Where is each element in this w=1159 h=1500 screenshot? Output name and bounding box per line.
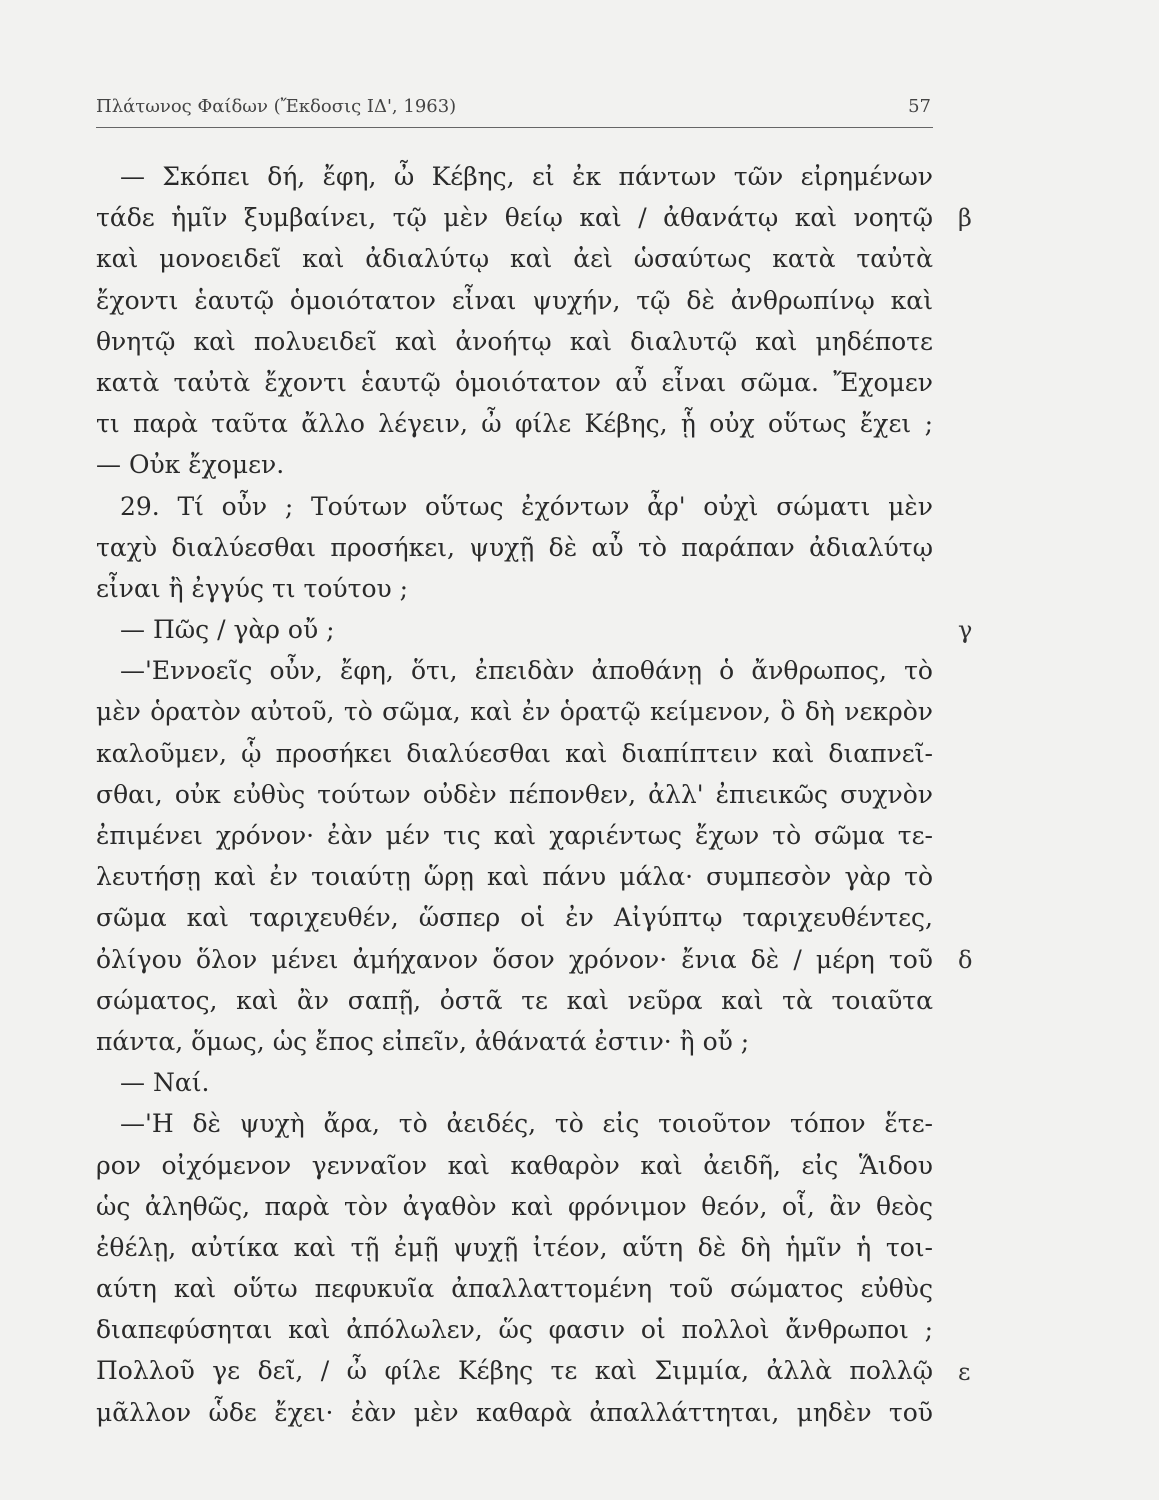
margin-section-letter: γ [958,616,973,645]
text-line: πάντα, ὅμως, ὡς ἔπος εἰπεῖν, ἀθάνατά ἐστιν· ἢ οὔ ; [96,1026,750,1056]
page-number: 57 [908,96,931,117]
text-line: κατὰ ταὐτὰ ἔχοντι ἑαυτῷ ὁμοιότατον αὖ εἶναι σῶμα. Ἔχομεν [96,367,933,397]
text-line: — Πῶς / γὰρ οὔ ; [120,615,335,645]
text-line: καλοῦμεν, ᾧ προσήκει διαλύεσθαι καὶ διαπίπτειν καὶ διαπνεῖ- [96,738,933,768]
text-line: τι παρὰ ταῦτα ἄλλο λέγειν, ὦ φίλε Κέβης, ᾗ οὐχ οὕτως ἔχει ; [96,409,933,439]
margin-section-letter: δ [958,945,973,974]
text-line: εἶναι ἢ ἐγγύς τι τούτου ; [96,573,409,603]
header-title: Πλάτωνος Φαίδων (Ἔκδοσις ΙΔ', 1963) [96,96,457,117]
body-text [96,156,933,1433]
text-line: ταχὺ διαλύεσθαι προσήκει, ψυχῇ δὲ αὖ τὸ παράπαν ἀδιαλύτῳ [96,532,933,562]
text-line: —'Εννοεῖς οὖν, ἔφη, ὅτι, ἐπειδὰν ἀποθάνῃ ὁ ἄνθρωπος, τὸ [120,656,933,686]
text-line: μὲν ὁρατὸν αὐτοῦ, τὸ σῶμα, καὶ ἐν ὁρατῷ κείμενον, ὃ δὴ νεκρὸν [96,697,933,727]
text-line: μᾶλλον ὧδε ἔχει· ἐὰν μὲν καθαρὰ ἀπαλλάττηται, μηδὲν τοῦ [96,1397,933,1427]
text-line: λευτήσῃ καὶ ἐν τοιαύτῃ ὥρῃ καὶ πάνυ μάλα· συμπεσὸν γὰρ τὸ [96,862,933,892]
text-line: 29. Τί οὖν ; Τούτων οὕτως ἐχόντων ἆρ' οὐχὶ σώματι μὲν [120,491,933,521]
text-line: καὶ μονοειδεῖ καὶ ἀδιαλύτῳ καὶ ἀεὶ ὡσαύτως κατὰ ταὐτὰ [96,244,933,274]
text-line: διαπεφύσηται καὶ ἀπόλωλεν, ὥς φασιν οἱ πολλοὶ ἄνθρωποι ; [96,1315,933,1345]
text-line: θνητῷ καὶ πολυειδεῖ καὶ ἀνοήτῳ καὶ διαλυτῷ καὶ μηδέποτε [96,326,933,356]
text-line: —'Η δὲ ψυχὴ ἄρα, τὸ ἀειδές, τὸ εἰς τοιοῦτον τόπον ἕτε- [120,1109,933,1139]
running-header [96,96,933,126]
text-line: ὀλίγου ὅλον μένει ἀμήχανον ὅσον χρόνον· ἔνια δὲ / μέρη τοῦ [96,944,933,974]
margin-section-letter: ε [958,1357,971,1386]
text-line: σθαι, οὐκ εὐθὺς τούτων οὐδὲν πέπονθεν, ἀλλ' ἐπιεικῶς συχνὸν [96,779,933,809]
text-line: Πολλοῦ γε δεῖ, / ὦ φίλε Κέβης τε καὶ Σιμμία, ἀλλὰ πολλῷ [96,1356,933,1386]
text-line: — Σκόπει δή, ἔφη, ὦ Κέβης, εἰ ἐκ πάντων τῶν εἰρημένων [120,162,933,191]
text-line: σώματος, καὶ ἂν σαπῇ, ὀστᾶ τε καὶ νεῦρα καὶ τὰ τοιαῦτα [96,985,933,1015]
margin-section-letter: β [958,204,972,233]
header-rule [96,127,933,128]
text-line: ἐπιμένει χρόνον· ἐὰν μέν τις καὶ χαριέντως ἔχων τὸ σῶμα τε- [96,821,933,850]
text-line: σῶμα καὶ ταριχευθέν, ὥσπερ οἱ ἐν Αἰγύπτῳ ταριχευθέντες, [96,903,933,933]
text-line: ἐθέλῃ, αὐτίκα καὶ τῇ ἐμῇ ψυχῇ ἰτέον, αὕτη δὲ δὴ ἡμῖν ἡ τοι- [96,1232,933,1262]
text-line: — Οὐκ ἔχομεν. [96,450,285,480]
text-line: ὡς ἀληθῶς, παρὰ τὸν ἀγαθὸν καὶ φρόνιμον θεόν, οἷ, ἂν θεὸς [96,1191,933,1221]
text-line: — Ναί. [120,1068,210,1098]
text-line: ρον οἰχόμενον γενναῖον καὶ καθαρὸν καὶ ἀειδῆ, εἰς Ἅιδου [96,1150,933,1180]
text-line: τάδε ἡμῖν ξυμβαίνει, τῷ μὲν θείῳ καὶ / ἀθανάτῳ καὶ νοητῷ [96,203,933,233]
text-line: αύτη καὶ οὕτω πεφυκυῖα ἀπαλλαττομένη τοῦ σώματος εὐθὺς [96,1274,933,1304]
text-line: ἔχοντι ἑαυτῷ ὁμοιότατον εἶναι ψυχήν, τῷ δὲ ἀνθρωπίνῳ καὶ [96,285,933,315]
